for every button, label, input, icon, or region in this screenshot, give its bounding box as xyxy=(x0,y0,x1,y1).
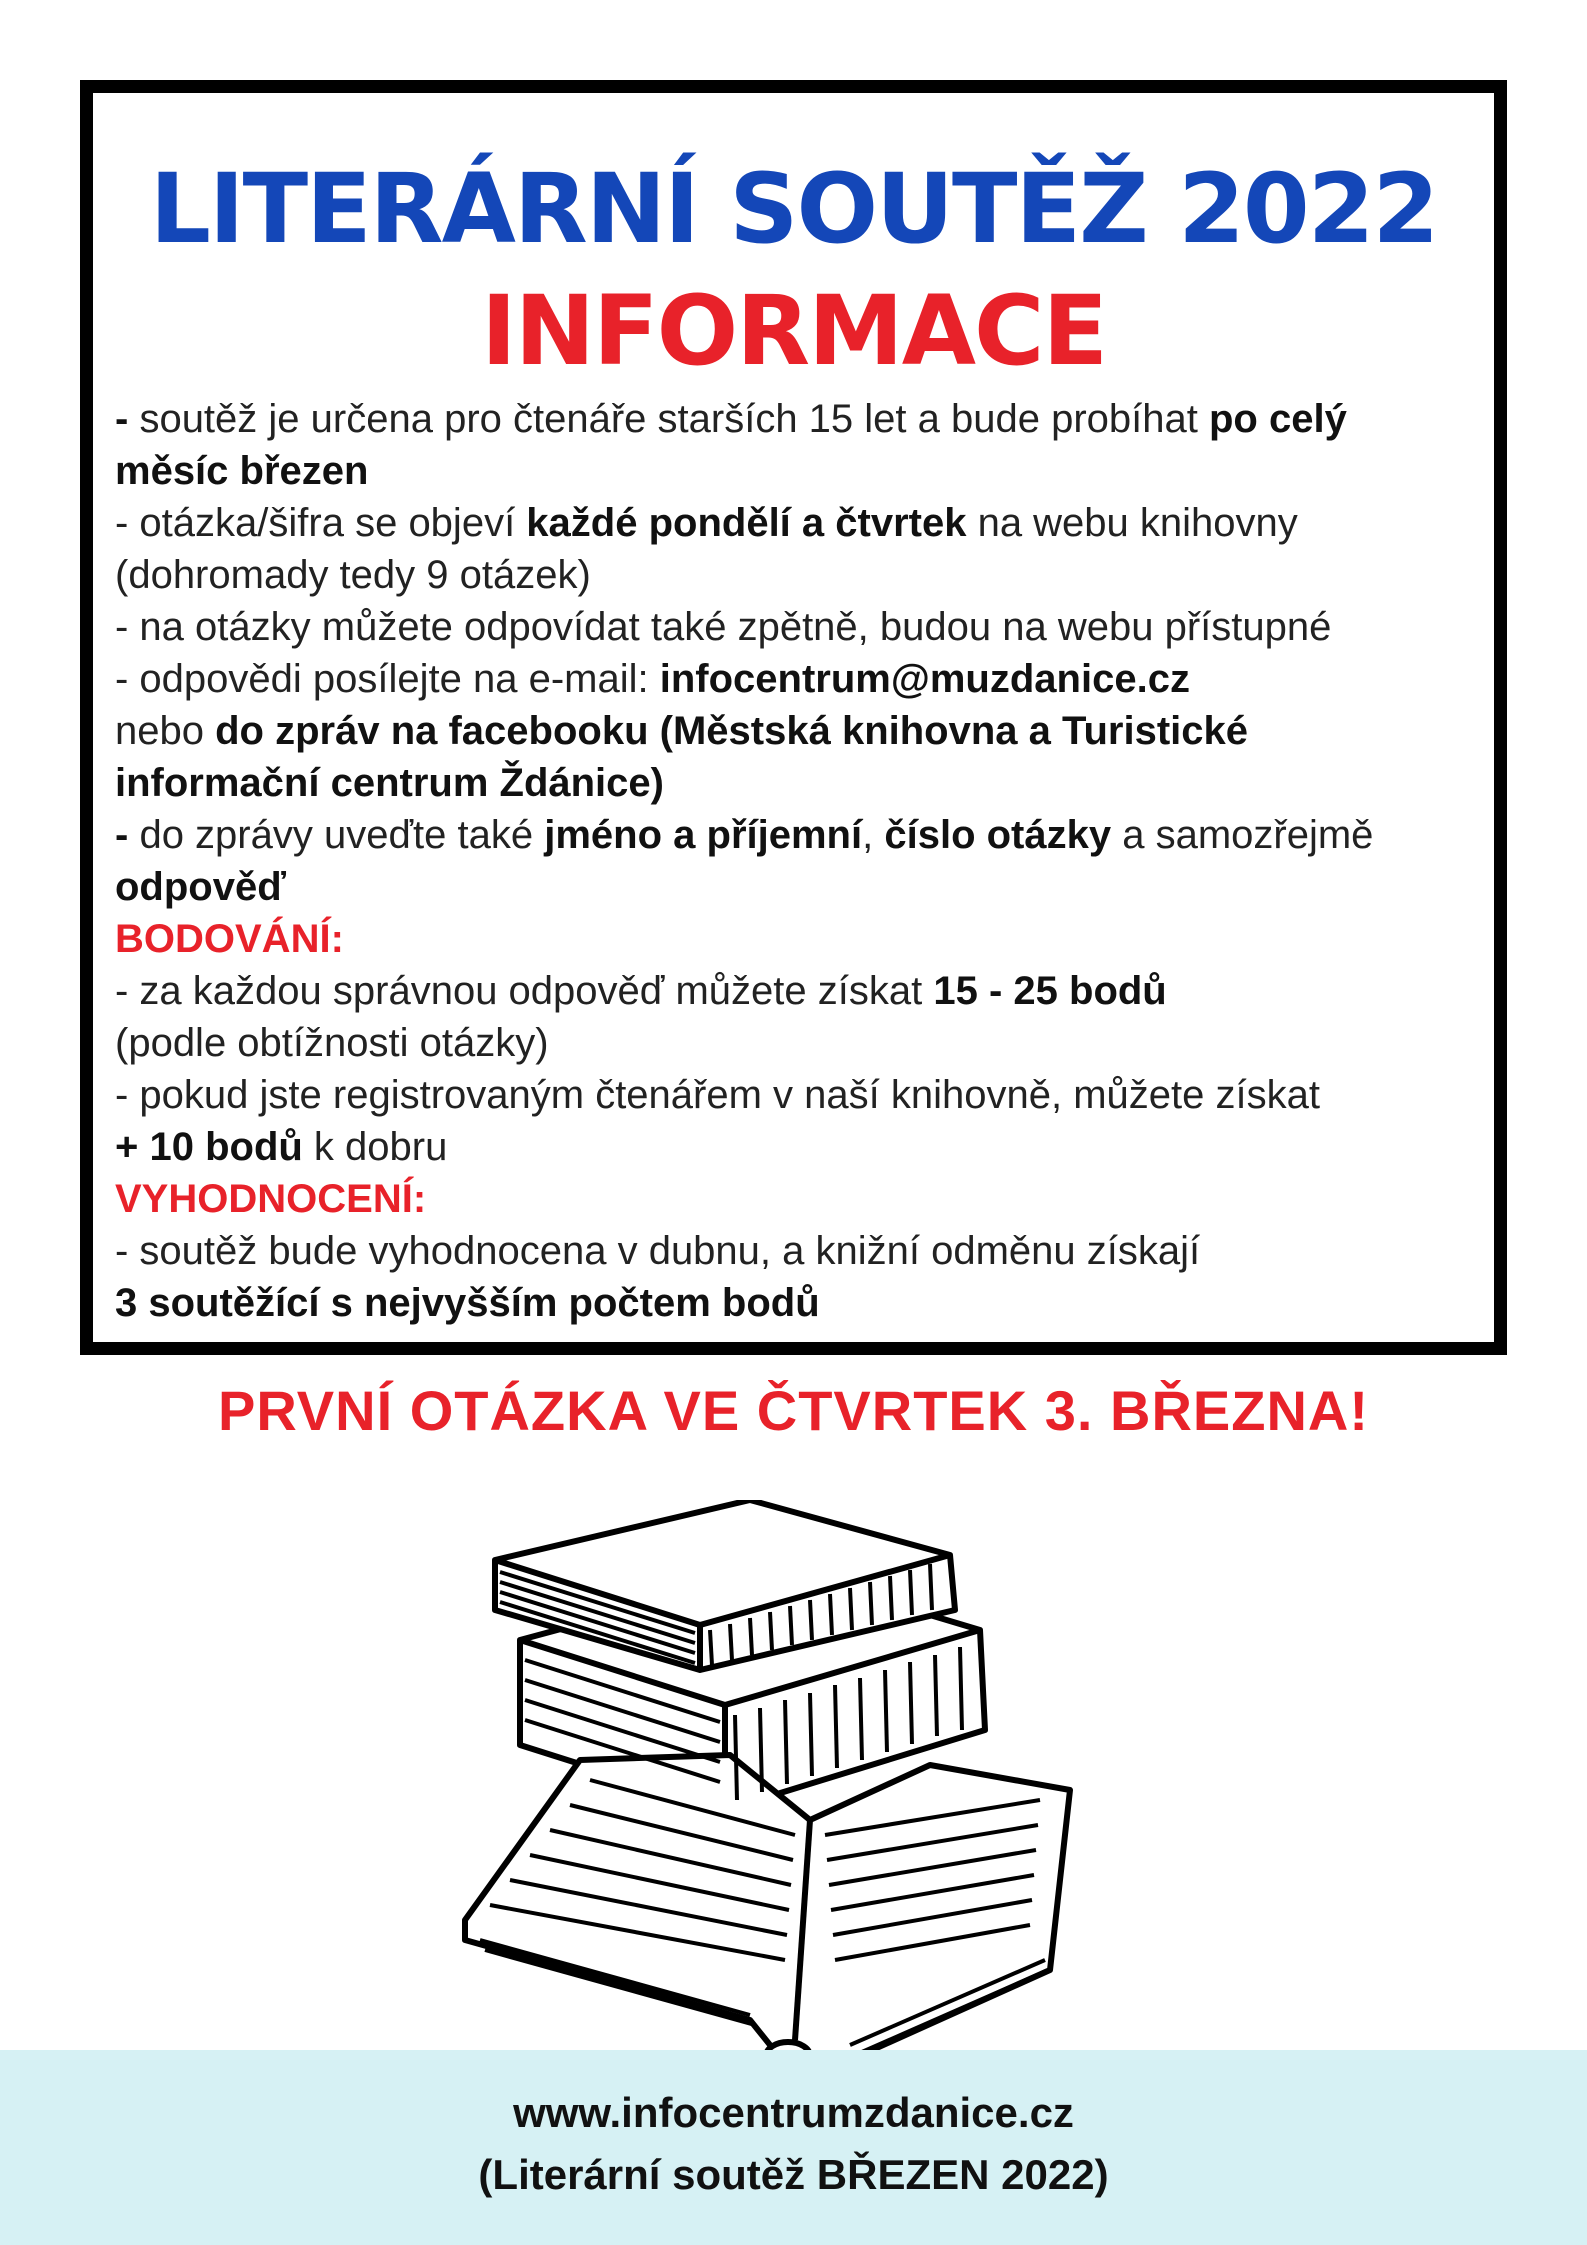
scoring-line xyxy=(115,1069,1455,1121)
info-bold-span: 15 - 25 bodů xyxy=(933,969,1167,1013)
info-line xyxy=(115,757,1455,809)
info-bold-span: po celý xyxy=(1209,397,1347,441)
evaluation-heading: VYHODNOCENÍ: xyxy=(115,1177,427,1221)
website-link[interactable]: www.infocentrumzdanice.cz xyxy=(513,2089,1074,2136)
books-icon xyxy=(450,1500,1130,2100)
announcement: PRVNÍ OTÁZKA VE ČTVRTEK 3. BŘEZNA! xyxy=(218,1379,1369,1442)
evaluation-line xyxy=(115,1277,1455,1329)
info-text-span: do zprávy uveďte také xyxy=(128,813,545,857)
info-bold-span: + 10 bodů xyxy=(115,1125,303,1169)
info-bold-span: každé pondělí a čtvrtek xyxy=(526,501,967,545)
info-bold-span: do zpráv na facebooku (Městská knihovna a Turistické xyxy=(215,709,1248,753)
page-title: LITERÁRNÍ SOUTĚŽ 2022 xyxy=(149,153,1438,265)
info-text xyxy=(115,393,1455,1329)
info-box xyxy=(80,80,1507,1355)
scoring-line xyxy=(115,1121,1455,1173)
info-line xyxy=(115,601,1455,653)
info-line xyxy=(115,497,1455,549)
info-line xyxy=(115,809,1455,861)
bullet-dash: - xyxy=(115,397,129,441)
scoring-line xyxy=(115,1017,1455,1069)
info-bold-span: měsíc březen xyxy=(115,449,369,493)
info-text-span: na webu knihovny xyxy=(966,501,1298,545)
bullet-dash: - xyxy=(115,813,129,857)
info-text-span: - pokud jste registrovaným čtenářem v naší knihovně, můžete získat xyxy=(115,1073,1320,1117)
info-text-span: - za každou správnou odpověď můžete získat xyxy=(115,969,934,1013)
email-address: infocentrum@muzdanice.cz xyxy=(659,657,1190,701)
info-text-span: - na otázky můžete odpovídat také zpětně, budou na webu přístupné xyxy=(115,605,1332,649)
evaluation-line xyxy=(115,1225,1455,1277)
scoring-line xyxy=(115,965,1455,1017)
page-subtitle: INFORMACE xyxy=(480,275,1107,387)
info-text-span: (podle obtížnosti otázky) xyxy=(115,1021,549,1065)
info-text-span: nebo xyxy=(115,709,216,753)
info-bold-span: informační centrum Ždánice) xyxy=(115,761,664,805)
info-text-span: - soutěž bude vyhodnocena v dubnu, a knižní odměnu získají xyxy=(115,1229,1201,1273)
info-text-span: soutěž je určena pro čtenáře starších 15 let a bude probíhat xyxy=(128,397,1209,441)
info-bold-span: 3 soutěžící s nejvyšším počtem bodů xyxy=(115,1281,820,1325)
info-text-span: (dohromady tedy 9 otázek) xyxy=(115,553,591,597)
info-line xyxy=(115,653,1455,705)
info-text-span: a samozřejmě xyxy=(1111,813,1374,857)
info-text-span: k dobru xyxy=(302,1125,448,1169)
info-line xyxy=(115,445,1455,497)
info-text-span: - odpovědi posílejte na e-mail: xyxy=(115,657,660,701)
info-line xyxy=(115,549,1455,601)
info-line xyxy=(115,393,1455,445)
info-bold-span: odpověď xyxy=(115,865,286,909)
info-bold-span: jméno a příjemní xyxy=(544,813,863,857)
footer xyxy=(0,2050,1587,2245)
scoring-heading: BODOVÁNÍ: xyxy=(115,917,344,961)
info-text-span: - otázka/šifra se objeví xyxy=(115,501,527,545)
info-bold-span: číslo otázky xyxy=(884,813,1112,857)
info-text-span: , xyxy=(862,813,885,857)
footer-caption: (Literární soutěž BŘEZEN 2022) xyxy=(478,2151,1109,2198)
info-line xyxy=(115,705,1455,757)
info-line xyxy=(115,861,1455,913)
